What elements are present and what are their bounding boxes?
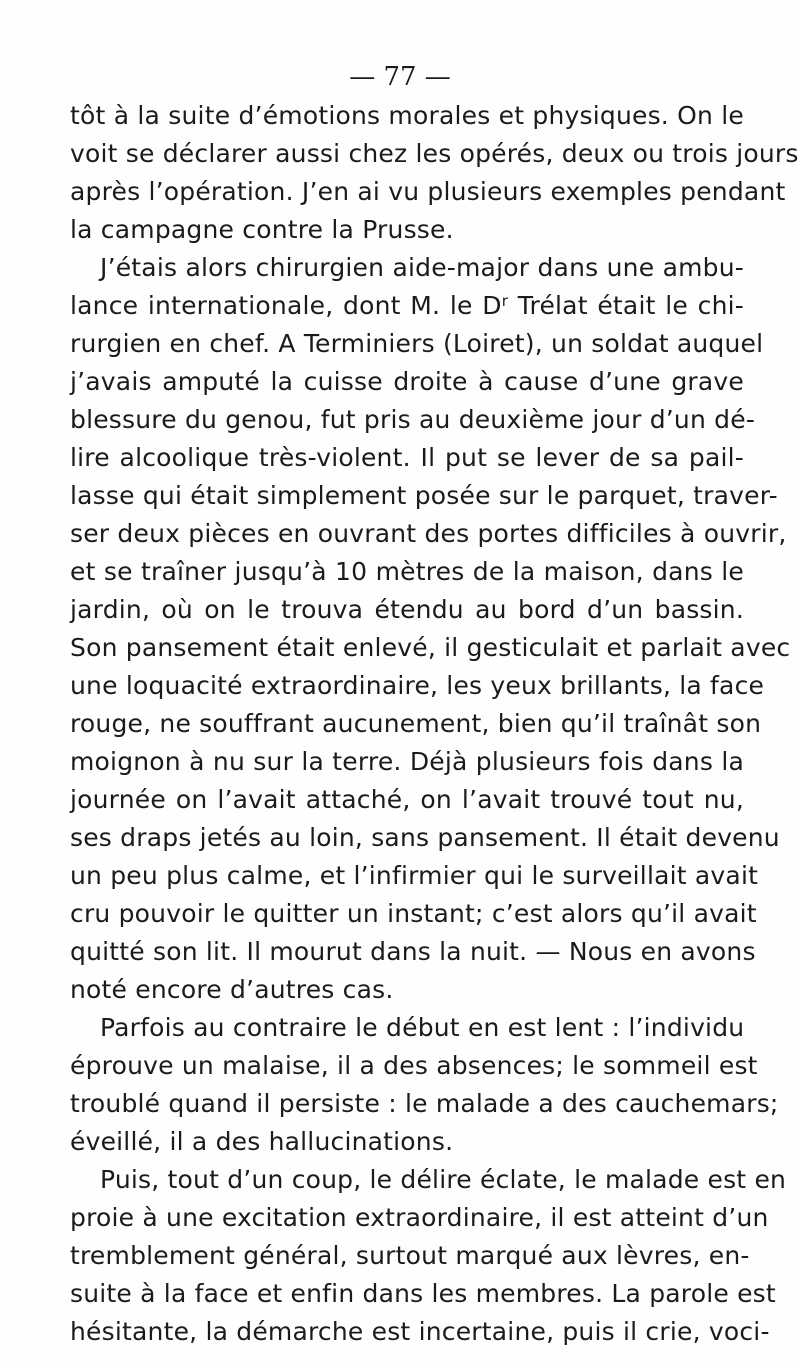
- text-line: J’étais alors chirurgien aide-major dans une ambu-: [100, 253, 744, 282]
- text-line: éprouve un malaise, il a des absences; le sommeil est: [70, 1051, 758, 1080]
- text-line: voit se déclarer aussi chez les opérés, deux ou trois jours: [70, 139, 799, 168]
- text-line: ser deux pièces en ouvrant des portes difficiles à ouvrir,: [70, 519, 787, 548]
- text-line: suite à la face et enfin dans les membres. La parole est: [70, 1279, 776, 1308]
- text-line: moignon à nu sur la terre. Déjà plusieurs fois dans la: [70, 747, 744, 776]
- text-line: lasse qui était simplement posée sur le parquet, traver-: [70, 481, 778, 510]
- text-line: blessure du genou, fut pris au deuxième jour d’un dé-: [70, 405, 756, 434]
- text-line: après l’opération. J’en ai vu plusieurs exemples pendant: [70, 177, 786, 206]
- text-line: quitté son lit. Il mourut dans la nuit. — Nous en avons: [70, 937, 756, 966]
- text-line: Parfois au contraire le début en est lent : l’individu: [100, 1013, 745, 1042]
- text-line: j’avais amputé la cuisse droite à cause d’une grave: [70, 367, 744, 396]
- text-line: noté encore d’autres cas.: [70, 975, 394, 1004]
- text-line: jardin, où on le trouva étendu au bord d’un bassin.: [70, 595, 744, 624]
- body-text: [70, 97, 799, 1351]
- text-line: et se traîner jusqu’à 10 mètres de la maison, dans le: [70, 557, 744, 586]
- text-line: Puis, tout d’un coup, le délire éclate, le malade est en: [100, 1165, 787, 1194]
- text-line: lire alcoolique très-violent. Il put se lever de sa pail-: [70, 443, 744, 472]
- page-number: — 77 —: [349, 62, 451, 92]
- text-line: Son pansement était enlevé, il gesticulait et parlait avec: [70, 633, 791, 662]
- text-line: journée on l’avait attaché, on l’avait trouvé tout nu,: [70, 785, 744, 814]
- text-line: une loquacité extraordinaire, les yeux brillants, la face: [70, 671, 765, 700]
- text-line: la campagne contre la Prusse.: [70, 215, 454, 244]
- text-line: tremblement général, surtout marqué aux lèvres, en-: [70, 1241, 750, 1270]
- text-line: lance internationale, dont M. le $D^r$ Trélat était le chi-: [70, 291, 744, 320]
- text-line: tôt à la suite d’émotions morales et physiques. On le: [70, 101, 744, 130]
- text-line: rouge, ne souffrant aucunement, bien qu’il traînât son: [70, 709, 762, 738]
- text-line: rurgien en chef. A Terminiers (Loiret), un soldat auquel: [70, 329, 764, 358]
- text-line: un peu plus calme, et l’infirmier qui le surveillait avait: [70, 861, 759, 890]
- text-line: hésitante, la démarche est incertaine, puis il crie, voci-: [70, 1317, 770, 1346]
- text-line: proie à une excitation extraordinaire, il est atteint d’un: [70, 1203, 769, 1232]
- text-line: troublé quand il persiste : le malade a des cauchemars;: [70, 1089, 779, 1118]
- text-line: ses draps jetés au loin, sans pansement. Il était devenu: [70, 823, 780, 852]
- text-line: cru pouvoir le quitter un instant; c’est alors qu’il avait: [70, 899, 757, 928]
- text-line: éveillé, il a des hallucinations.: [70, 1127, 454, 1156]
